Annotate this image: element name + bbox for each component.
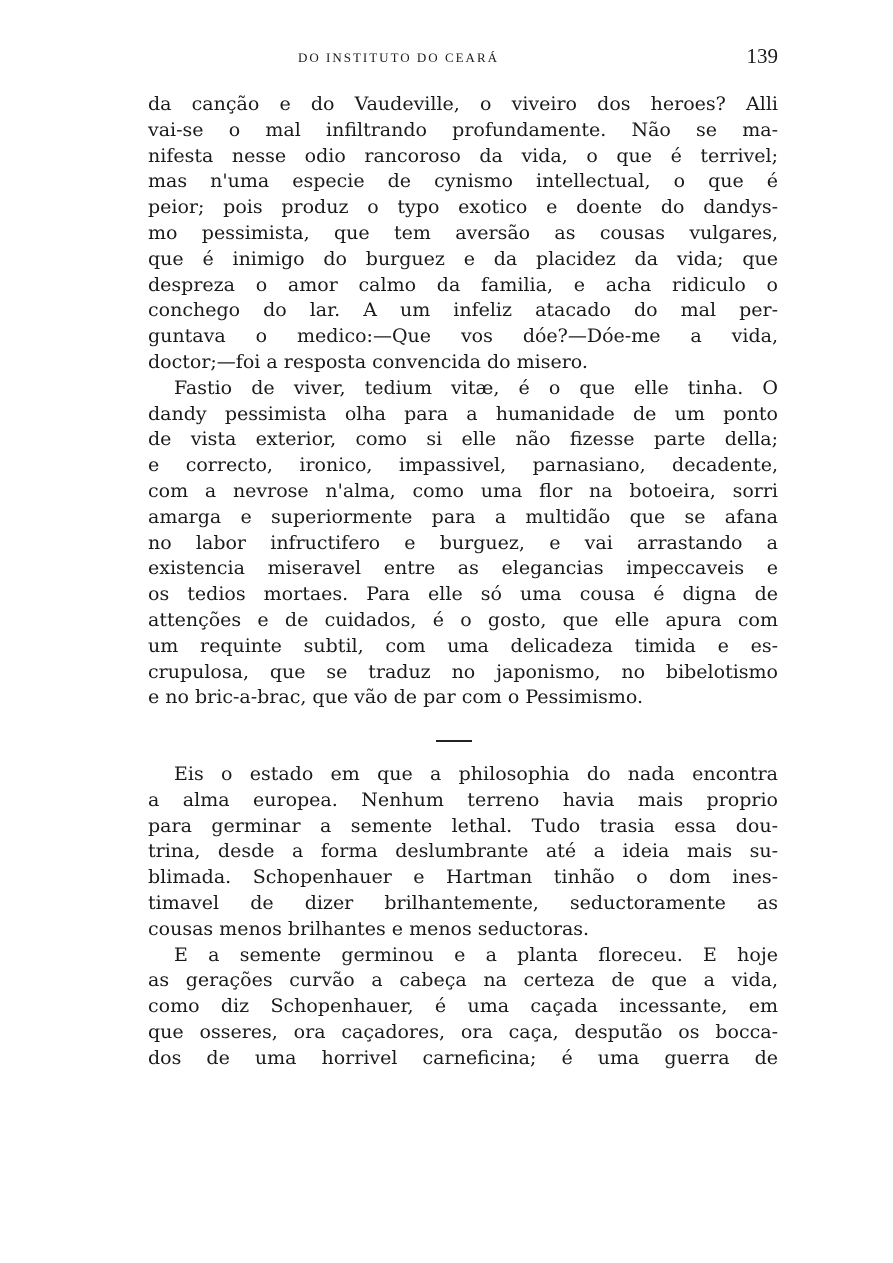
text-line: blimada. Schopenhauer e Hartman tinhão o dom ines-: [148, 866, 778, 889]
paragraph-block-1: [148, 92, 778, 711]
text-line: para germinar a semente lethal. Tudo trasia essa dou-: [148, 814, 778, 837]
text-line: Eis o estado em que a philosophia do nada encontra: [174, 763, 778, 785]
text-line: amarga e superiormente para a multidão que se afana: [148, 505, 778, 528]
text-line: cousas menos brilhantes e menos seductoras.: [148, 917, 590, 940]
text-line: mo pessimista, que tem aversão as cousas vulgares,: [148, 221, 778, 244]
text-line: existencia miseravel entre as elegancias impeccaveis e: [148, 557, 778, 580]
text-line: um requinte subtil, com uma delicadeza timida e es-: [148, 634, 778, 657]
text-line: nifesta nesse odio rancoroso da vida, o que é terrivel;: [148, 144, 778, 167]
text-line: dos de uma horrivel carneficina; é uma guerra de: [148, 1046, 778, 1069]
text-line: que osseres, ora caçadores, ora caça, desputão os bocca-: [148, 1020, 778, 1043]
text-line: como diz Schopenhauer, é uma caçada incessante, em: [148, 995, 778, 1018]
text-line: guntava o medico:—Que vos dóe?—Dóe-me a vida,: [148, 325, 778, 348]
text-line: E a semente germinou e a planta floreceu. E hoje: [174, 943, 778, 966]
page-number: 139: [746, 44, 778, 68]
text-line: mas n'uma especie de cynismo intellectual, o que é: [148, 170, 778, 193]
text-line: os tedios mortaes. Para elle só uma cousa é digna de: [148, 583, 778, 606]
text-line: no labor infructifero e burguez, e vai arrastando a: [148, 531, 778, 554]
text-line: attenções e de cuidados, é o gosto, que elle apura com: [148, 608, 778, 631]
text-line: despreza o amor calmo da familia, e acha ridiculo o: [148, 273, 778, 296]
text-line: a alma europea. Nenhum terreno havia mais proprio: [148, 788, 778, 811]
text-line: timavel de dizer brilhantemente, seductoramente as: [148, 891, 778, 914]
text-line: conchego do lar. A um infeliz atacado do mal per-: [148, 299, 778, 322]
paragraph-block-2: [148, 762, 778, 1072]
text-line: de vista exterior, como si elle não fizesse parte della;: [148, 428, 778, 451]
running-head: [148, 44, 778, 68]
text-line: peior; pois produz o typo exotico e doente do dandys-: [148, 196, 778, 219]
text-line: Fastio de viver, tedium vitæ, é o que elle tinha. O: [174, 376, 778, 399]
text-line: da canção e do Vaudeville, o viveiro dos heroes? Alli: [148, 93, 778, 115]
text-line: dandy pessimista olha para a humanidade de um ponto: [148, 402, 778, 425]
text-line: crupulosa, que se traduz no japonismo, no bibelotismo: [148, 660, 778, 683]
text-line: que é inimigo do burguez e da placidez da vida; que: [148, 247, 778, 270]
section-separator: [436, 740, 472, 742]
text-line: com a nevrose n'alma, como uma flor na botoeira, sorri: [148, 479, 778, 502]
text-line: doctor;—foi a resposta convencida do misero.: [148, 350, 588, 373]
text-line: vai-se o mal infiltrando profundamente. Não se ma-: [148, 118, 778, 141]
text-line: e no bric-a-brac, que vão de par com o Pessimismo.: [148, 686, 644, 709]
text-line: as gerações curvão a cabeça na certeza de que a vida,: [148, 969, 778, 992]
text-line: e correcto, ironico, impassivel, parnasiano, decadente,: [148, 454, 778, 477]
text-line: trina, desde a forma deslumbrante até a ideia mais su-: [148, 840, 778, 863]
running-title: DO INSTITUTO DO CEARÁ: [298, 50, 500, 65]
